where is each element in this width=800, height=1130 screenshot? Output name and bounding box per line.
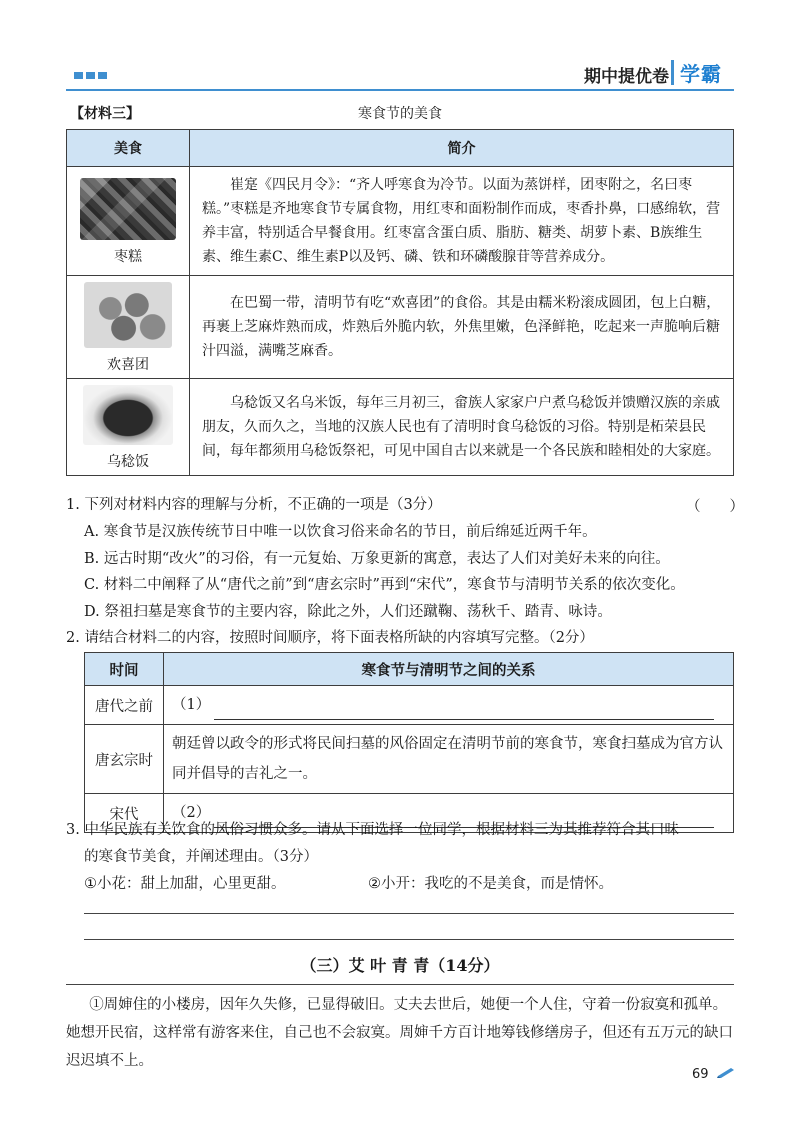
huanxituan-photo: [84, 282, 172, 348]
food-table-header-food: 美食: [67, 130, 190, 167]
answer-parentheses[interactable]: （ ）: [686, 499, 744, 515]
page-number: 69: [692, 1067, 709, 1082]
answer-line-2[interactable]: [84, 939, 734, 940]
option-name: ①小花：: [84, 876, 141, 892]
food-table: [66, 129, 734, 476]
q1-option-b[interactable]: B. 远古时期“改火”的习俗，有一元复始、万象更新的寓意，表达了人们对美好未来的向往。: [84, 551, 670, 567]
question-2-stem: 2. 请结合材料二的内容，按照时间顺序，将下面表格所缺的内容填写完整。（2分）: [66, 630, 594, 646]
food-description: 在巴蜀一带，清明节有吃“欢喜团”的食俗。其是由糯米粉滚成圆团，包上白糖，再裹上芝麻炸熟而成，炸熟后外脆内软，外焦里嫩，色泽鲜艳，吃起来一声脆响后糖汁四溢，满嘴芝麻香。: [190, 276, 734, 379]
relation-time: 唐代之前: [85, 686, 164, 725]
relation-header-relation: 寒食节与清明节之间的关系: [164, 653, 734, 686]
q1-option-a[interactable]: A. 寒食节是汉族传统节日中唯一以饮食习俗来命名的节日，前后绵延近两千年。: [84, 524, 597, 540]
option-name: ②小开：: [368, 876, 425, 892]
option-text: 甜上加甜，心里更甜。: [140, 876, 286, 892]
header-separator: [671, 60, 674, 85]
blank-label: （1）: [172, 697, 211, 713]
option-text: 我吃的不是美食，而是情怀。: [424, 876, 613, 892]
header-title: 期中提优卷: [584, 67, 669, 87]
food-table-header-intro: 简介: [190, 130, 734, 167]
answer-blank-1[interactable]: [214, 701, 714, 720]
q1-option-c[interactable]: C. 材料二中阐释了从“唐代之前”到“唐玄宗时”再到“宋代”，寒食节与清明节关系的依次变化。: [84, 577, 685, 593]
relation-header-time: 时间: [85, 653, 164, 686]
section-3-title: （三）艾 叶 青 青（14分）: [300, 956, 500, 975]
food-description: 乌稔饭又名乌米饭，每年三月初三，畲族人家家户户煮乌稔饭并馈赠汉族的亲戚朋友，久而久之，当地的汉族人民也有了清明时食乌稔饭的习俗。特别是柘荣县民间，每年都须用乌稔饭祭祀，可见中国自古以来就是一个各民族和睦相处的大家庭。: [190, 379, 734, 476]
passage-paragraph-1: ①周婶住的小楼房，因年久失修，已显得破旧。丈夫去世后，她便一个人住，守着一份寂寞和孤单。她想开民宿，这样常有游客来住，自己也不会寂寞。周婶千方百计地筹钱修缮房子，但还有五万元的缺口迟迟填不上。: [66, 997, 733, 1069]
q3-option-2[interactable]: [368, 874, 613, 894]
food-image-cell: [67, 167, 190, 276]
blank-label: （2）: [172, 805, 211, 821]
table-row: [67, 167, 734, 276]
wurenfan-photo: [83, 385, 173, 445]
food-image-cell: [67, 379, 190, 476]
header-brand-logo: 学霸: [680, 62, 722, 86]
header-decoration: [74, 72, 107, 79]
table-row: [67, 379, 734, 476]
relation-time: 唐玄宗时: [85, 725, 164, 794]
food-name: 乌稔饭: [107, 454, 149, 470]
header-rule: [66, 89, 734, 91]
question-1-stem: 1. 下列对材料内容的理解与分析，不正确的一项是（3分）: [66, 497, 442, 513]
relation-time: 宋代: [85, 794, 164, 833]
zaogao-photo: [80, 178, 176, 240]
q1-option-d[interactable]: D. 祭祖扫墓是寒食节的主要内容，除此之外，人们还蹴鞠、荡秋千、踏青、咏诗。: [84, 604, 612, 620]
relation-content: 朝廷曾以政令的形式将民间扫墓的风俗固定在清明节前的寒食节，寒食扫墓成为官方认同并倡导的吉礼之一。: [164, 725, 734, 794]
material-label: 【材料三】: [70, 106, 140, 122]
relation-table: [84, 652, 734, 833]
relation-answer-cell-1[interactable]: [164, 686, 734, 725]
answer-line-1[interactable]: [84, 913, 734, 914]
q3-option-1[interactable]: [84, 874, 286, 894]
food-description: 崔寔《四民月令》：“齐人呼寒食为冷节。以面为蒸饼样，团枣附之，名曰枣糕。”枣糕是齐地寒食节专属食物，用红枣和面粉制作而成，枣香扑鼻，口感绵软，营养丰富，特别适合早餐食用。红枣富含蛋白质、脂肪、糖类、胡萝卜素、B族维生素、维生素C、维生素P以及钙、磷、铁和环磷酸腺苷等营养成分。: [190, 167, 734, 276]
table-row: [85, 725, 734, 794]
question-3-stem-line1: 3. 中华民族有关饮食的风俗习惯众多。请从下面选择一位同学，根据材料三为其推荐符合其口味: [66, 822, 679, 838]
food-image-cell: [67, 276, 190, 379]
food-name: 欢喜团: [107, 357, 149, 373]
section-rule: [66, 984, 734, 985]
material-title: 寒食节的美食: [358, 106, 442, 122]
question-3-stem-line2: 的寒食节美食，并阐述理由。（3分）: [84, 849, 318, 865]
table-row: [85, 686, 734, 725]
food-name: 枣糕: [114, 249, 142, 265]
pencil-icon: [716, 1066, 736, 1078]
table-row: [67, 276, 734, 379]
